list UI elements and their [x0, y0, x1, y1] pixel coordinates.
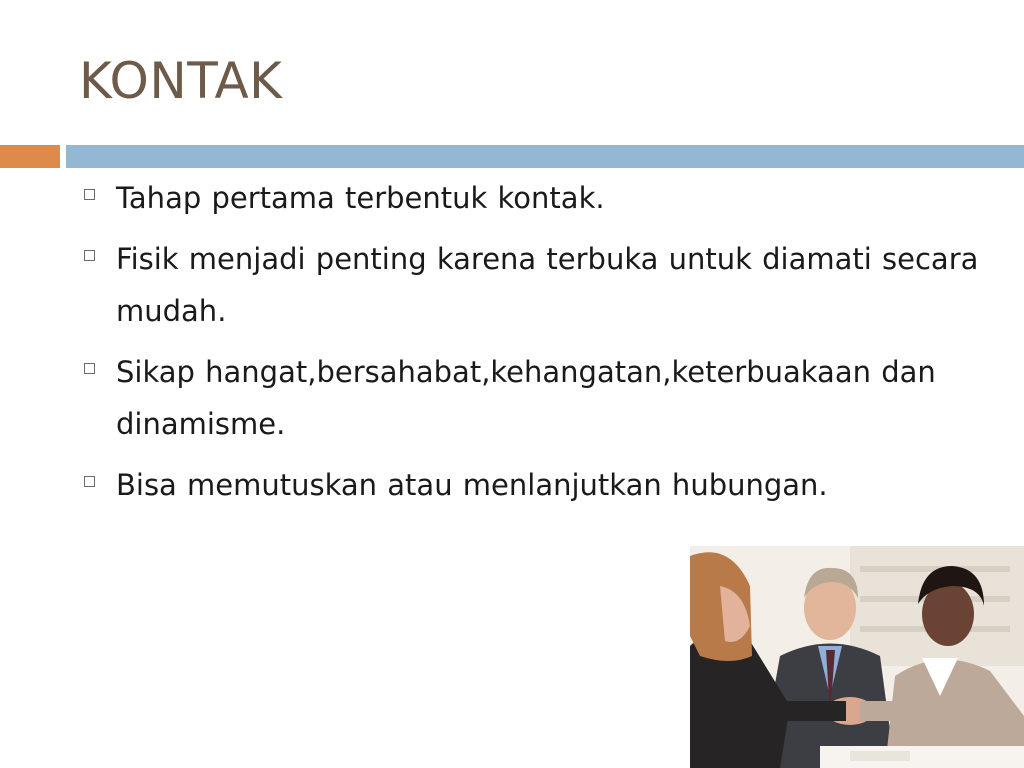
square-bullet-icon [84, 476, 95, 487]
bullet-item [84, 172, 984, 224]
accent-bar-orange [0, 145, 60, 168]
accent-bar-blue [66, 145, 1024, 168]
bullet-text: Tahap pertama terbentuk kontak. [116, 181, 605, 215]
square-bullet-icon [84, 250, 95, 261]
bullet-item [84, 233, 984, 337]
bullet-item [84, 459, 984, 511]
business-handshake-photo [690, 546, 1024, 768]
bullet-text: Bisa memutuskan atau menlanjutkan hubungan. [116, 468, 828, 502]
bullet-list [84, 172, 984, 520]
bullet-item [84, 346, 984, 450]
bullet-text: Sikap hangat,bersahabat,kehangatan,keterbuakaan dan dinamisme. [116, 355, 936, 441]
square-bullet-icon [84, 189, 95, 200]
bullet-text: Fisik menjadi penting karena terbuka untuk diamati secara mudah. [116, 242, 979, 328]
slide-title: KONTAK [79, 52, 283, 110]
square-bullet-icon [84, 363, 95, 374]
